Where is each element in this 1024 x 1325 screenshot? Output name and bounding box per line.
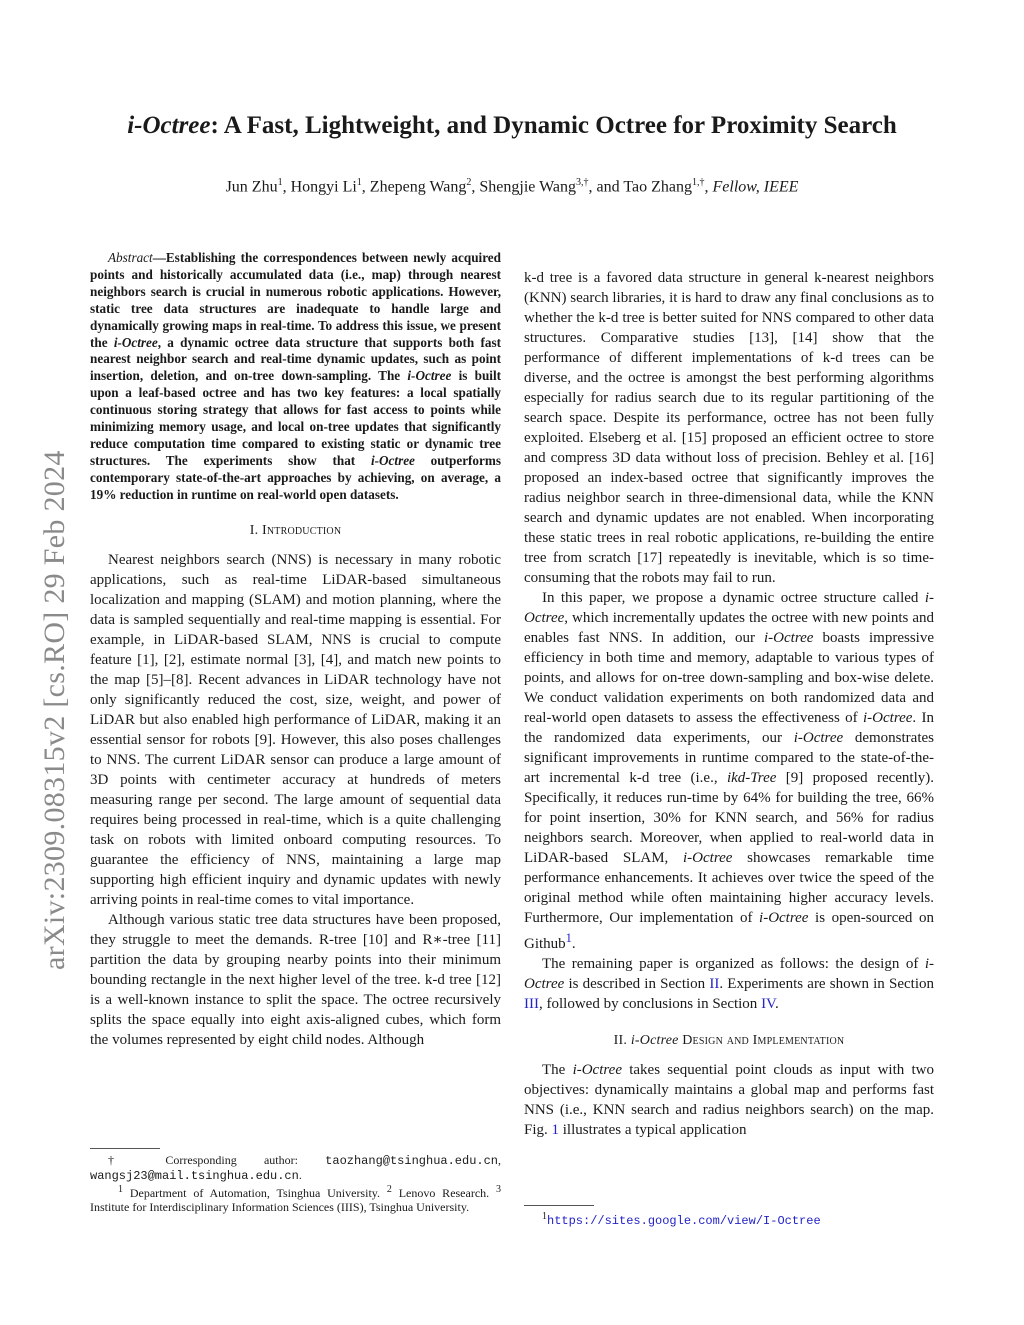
- section-title-italic: i-Octree: [630, 1033, 679, 1048]
- design-paragraph-1: [524, 1060, 934, 1140]
- text: .: [774, 996, 779, 1012]
- paper-title: [60, 112, 964, 140]
- text: showcases remarkable time performance enhancements. It achieves over twice the speed of the original method while often maintaining higher accuracy levels. Furthermore, Our implementation of: [524, 850, 934, 926]
- text: illustrates a typical application: [559, 1122, 747, 1138]
- abstract-dash: —: [152, 250, 166, 265]
- intro-paragraph-1: Nearest neighbors search (NNS) is necessary in many robotic applications, such as real-time LiDAR-based simultaneous localization and mapping (SLAM) and motion planning, where the data is sampled sequentially and real-time mapping is essential. For example, in LiDAR-based SLAM, NNS is crucial to compute feature [1], [2], estimate normal [3], [4], and match new points to the map [5]–[8]. Recent advances in LiDAR technology have not only significantly reduced the cost, size, weight, and power of LiDAR but also enabled high performance of LiDAR, making it an essential sensor for robots [9]. However, this also poses challenges to NNS. The current LiDAR sensor can produce a large amount of 3D points with centimeter accuracy at hundreds of meters measuring range per second. The large amount of sequential data requires being processed in real-time, which is a quite challenging task on robots with limited onboard computing resources. To guarantee the efficiency of NNS, maintaining a large map supporting high efficient inquiry and dynamic updates with newly arriving points in real-time comes to vital importance.: [90, 551, 501, 908]
- footnote-link[interactable]: 1: [565, 931, 572, 945]
- abstract-label: Abstract: [108, 250, 153, 265]
- italic-text: i-Octree: [793, 730, 844, 746]
- italic-text: ikd-Tree: [726, 770, 777, 786]
- affiliation: Lenovo Research.: [398, 1186, 490, 1200]
- footnote-label: † Corresponding author:: [108, 1153, 298, 1167]
- author-fellow: Fellow, IEEE: [712, 178, 799, 196]
- title-italic: i-Octree: [127, 112, 211, 139]
- intro-paragraph-4: [524, 588, 934, 954]
- author: Zhepeng Wang: [369, 178, 467, 196]
- section-heading-design: [524, 1031, 934, 1051]
- section-link-ii[interactable]: II: [709, 976, 720, 992]
- author-affil: 1: [356, 177, 362, 188]
- text: In this paper, we propose a dynamic octree structure called: [542, 590, 925, 606]
- intro-paragraph-5: [524, 954, 934, 1014]
- abstract-italic: i-Octree: [370, 452, 415, 468]
- affiliation: Institute for Interdisciplinary Information Sciences (IIIS), Tsinghua University.: [90, 1200, 470, 1214]
- text: is described in Section: [564, 976, 710, 992]
- footnote-rule: [90, 1148, 160, 1149]
- text: is open-sourced on Github: [524, 910, 934, 952]
- affiliation: Department of Automation, Tsinghua University.: [129, 1186, 380, 1200]
- text: .: [571, 936, 576, 952]
- intro-paragraph-2: Although various static tree data structures have been proposed, they struggle to meet the demands. R-tree [10] and R∗-tree [11] partition the data by grouping nearby points into their minimum bounding rectangle in the next higher level of the tree. k-d tree [12] is a well-known instance to split the space. The octree recursively splits the space equally into eight axis-aligned cubes, which form the volumes represented by eight child nodes. Although: [90, 911, 501, 1048]
- figure-link[interactable]: 1: [551, 1122, 560, 1138]
- email-link[interactable]: wangsj23@mail.tsinghua.edu.cn: [90, 1169, 299, 1183]
- section-title: Introduction: [261, 522, 342, 538]
- author-affil: 1,†: [692, 177, 705, 188]
- italic-text: i-Octree: [764, 630, 814, 646]
- footnote-marker: 3: [496, 1184, 502, 1195]
- author: Jun Zhu: [225, 178, 278, 196]
- section-numeral: II.: [613, 1033, 628, 1048]
- section-link-iii[interactable]: III: [524, 996, 539, 1012]
- abstract-italic: i-Octree: [407, 368, 452, 384]
- footnote-rule: [524, 1205, 594, 1206]
- text: . Experiments are shown in Section: [719, 976, 934, 992]
- author: Shengjie Wang: [479, 178, 577, 196]
- footnote-marker: 2: [386, 1184, 392, 1195]
- text: [9] proposed recently). Specifically, it reduces run-time by 64% for building the tree, 66% for point insertion, 30% for KNN search, and 56% for radius neighbors search. Moreover, when applied to real-world data in LiDAR-based SLAM,: [524, 770, 934, 866]
- text: takes sequential point clouds as input with two objectives: dynamically maintains a global map and performs fast NNS (i.e., KNN search and radius neighbors search) on the map. Fig.: [524, 1062, 934, 1138]
- italic-text: i-Octree: [524, 956, 934, 992]
- author: Tao Zhang: [623, 178, 692, 196]
- footnote-corresponding: † Corresponding author: taozhang@tsinghua.edu.cn, wangsj23@mail.tsinghua.edu.cn. $^1$ Department of Automation, Tsinghua University. $^2$ Lenovo Research. $^3$ Institute for Interdisciplinary Information Sciences (IIIS), Tsinghua University.: [90, 1153, 502, 1214]
- author-and: and: [596, 178, 620, 196]
- text: The remaining paper is organized as follows: the design of: [542, 956, 925, 972]
- author-line: Jun Zhu$^1$, Hongyi Li$^1$, Zhepeng Wang$^2$, Shengjie Wang$^{3,\dagger}$, and Tao Zhang$^{1,\dagger}$, Fellow, IEEE: [225, 177, 799, 196]
- italic-text: i-Octree: [863, 710, 913, 726]
- italic-text: i-Octree: [683, 850, 733, 866]
- footnote-marker: 1: [118, 1184, 123, 1195]
- text: , followed by conclusions in Section: [539, 996, 762, 1012]
- text: , which incrementally updates the octree with new points and enables fast NNS. In addition, our: [524, 610, 934, 646]
- email-link[interactable]: taozhang@tsinghua.edu.cn: [325, 1154, 498, 1168]
- abstract-italic: i-Octree: [113, 334, 158, 350]
- text: . In the randomized data experiments, our: [524, 710, 935, 746]
- abstract-text: Establishing the correspondences between newly acquired points and historically accumulated data (i.e., map) through nearest neighbors search is crucial in numerous robotic applications. However, static tree data structures are inadequate to handle large and dynamically growing maps in real-time. To address this issue, we present the: [90, 250, 501, 350]
- arxiv-identifier-banner: arXiv:2309.08315v2 [cs.RO] 29 Feb 2024: [38, 450, 71, 970]
- italic-text: i-Octree: [759, 910, 809, 926]
- abstract-text: is built upon a leaf-based octree and has two key features: a local spatially continuous storing strategy that allows for fast access to points while minimizing memory usage, and local on-tree updates that significantly reduce computation time compared to existing static or dynamic tree structures. The experiments show that: [90, 368, 502, 468]
- title-rest: : A Fast, Lightweight, and Dynamic Octree for Proximity Search: [210, 112, 897, 139]
- italic-text: i-Octree: [572, 1062, 622, 1078]
- text: boasts impressive efficiency in both time and memory, adaptable to various types of points, and allows for on-tree down-sampling and box-wise delete. We conduct validation experiments on both randomized data and real-world open datasets to assess the effectiveness of: [524, 630, 934, 726]
- abstract: [90, 250, 501, 504]
- section-numeral: I.: [249, 522, 259, 538]
- text: demonstrates significant improvements in runtime compared to the state-of-the-art incremental k-d tree (i.e.,: [524, 730, 934, 786]
- left-column: [90, 250, 501, 1050]
- section-link-iv[interactable]: IV: [761, 996, 775, 1012]
- author: Hongyi Li: [290, 178, 357, 196]
- abstract-text: , a dynamic octree data structure that supports both fast nearest neighbor search and real-time dynamic updates, such as point insertion, deletion, and on-tree down-sampling. The: [90, 334, 501, 384]
- author-affil: 1: [277, 177, 283, 188]
- footnote-github: [542, 1210, 934, 1228]
- italic-text: i-Octree: [524, 590, 934, 626]
- author-affil: 3,†: [576, 177, 589, 188]
- text: The: [542, 1062, 573, 1078]
- intro-paragraph-3: k-d tree is a favored data structure in general k-nearest neighbors (KNN) search libraries, it is hard to draw any final conclusions as to whether the k-d tree is better suited for NNS compared to other data structures. Comparative studies [13], [14] show that the performance of different implementations of k-d trees can be diverse, and the octree is amongst the best performing algorithms especially for radius search due to its regular partitioning of the search space. Despite its performance, octree has not been fully exploited. Elseberg et al. [15] proposed an efficient octree to store and compress 3D data without loss of precision. Behley et al. [16] proposed an index-based octree that significantly improves the radius neighbor search in three-dimensional data, while the KNN search and dynamic updates are not enabled. When incorporating these static trees in real robotic applications, re-building the entire tree from scratch [17] repeatedly is inevitable, which is so time-consuming that the robots may fail to run.: [524, 270, 934, 586]
- section-title: Design and Implementation: [682, 1033, 845, 1048]
- footnote-marker: 1: [542, 1211, 547, 1222]
- abstract-text: outperforms contemporary state-of-the-art approaches by achieving, on average, a 19% reduction in runtime on real-world open datasets.: [90, 452, 501, 502]
- author-affil: 2: [466, 177, 472, 188]
- github-url-link[interactable]: https://sites.google.com/view/I-Octree: [547, 1214, 821, 1228]
- section-heading-introduction: [90, 521, 501, 541]
- right-column: [524, 268, 934, 1140]
